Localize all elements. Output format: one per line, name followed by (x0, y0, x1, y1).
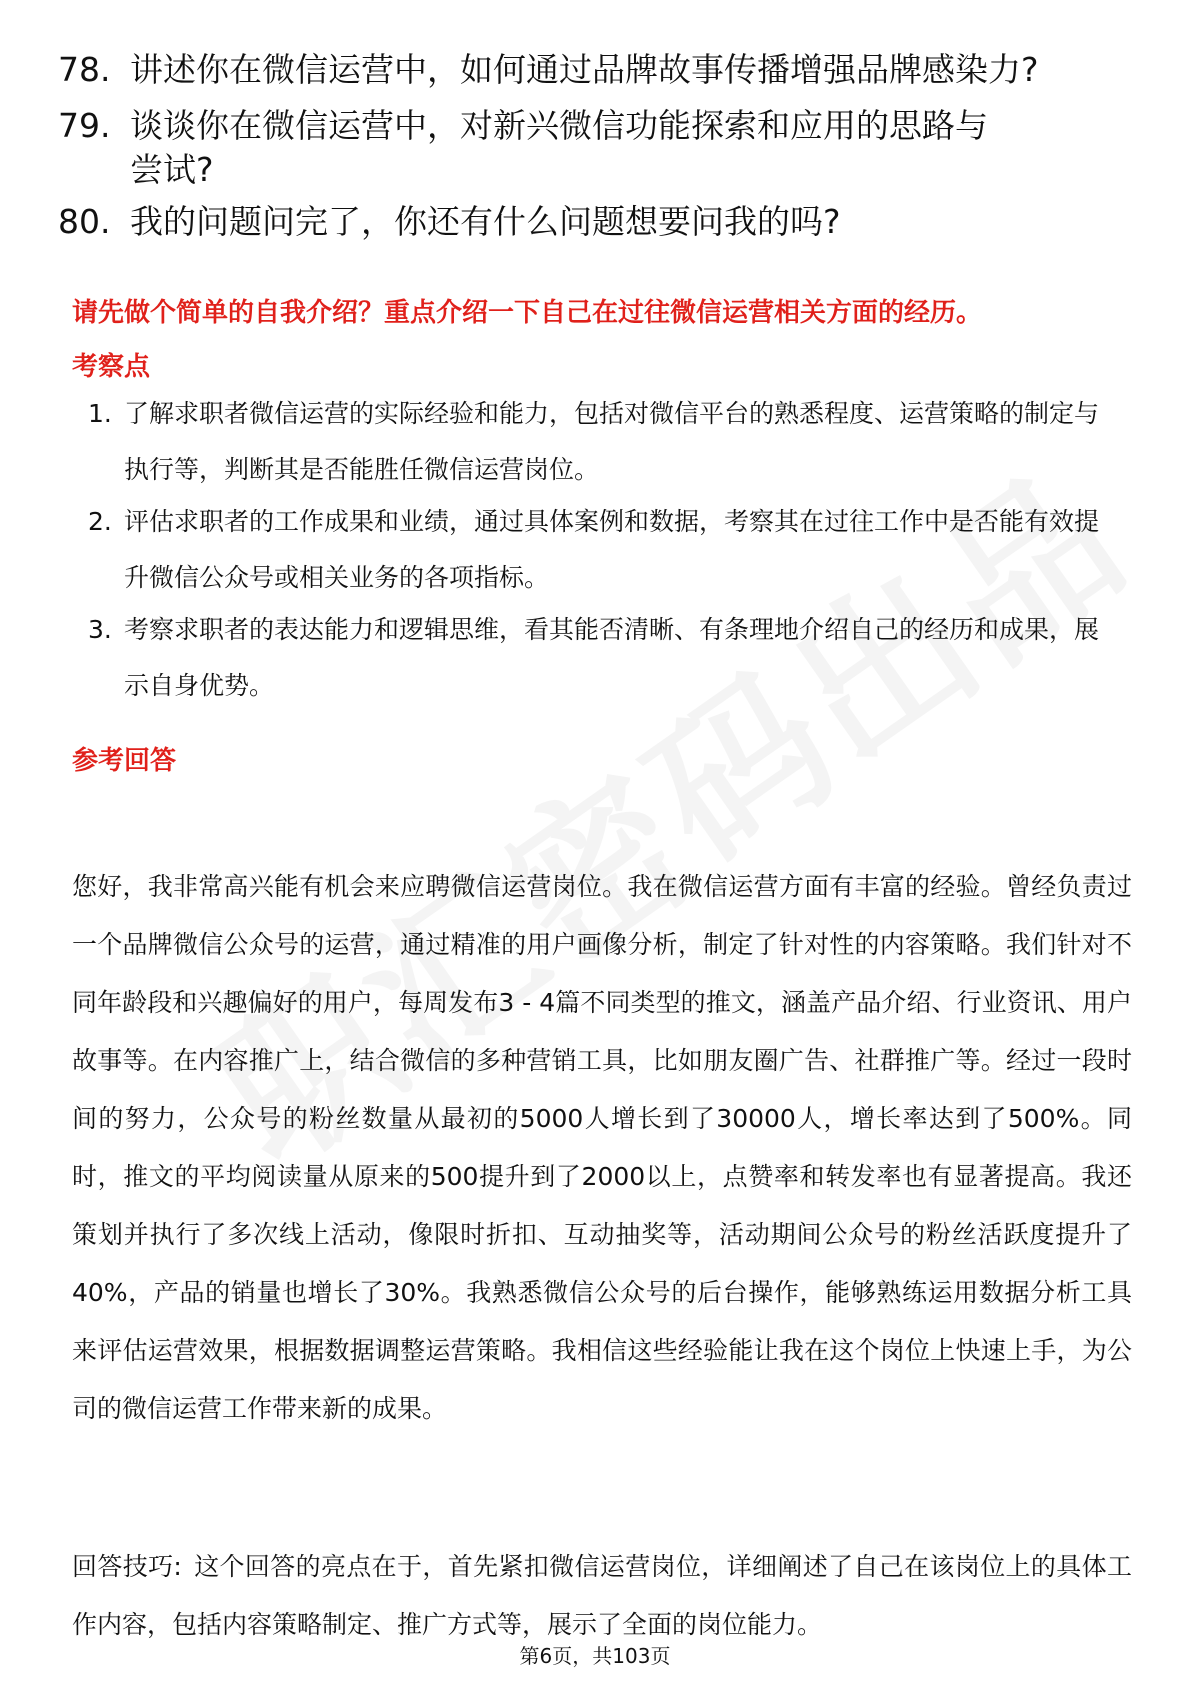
exam-point-item (88, 386, 1118, 498)
page-number: 第6页，共103页 (519, 1644, 671, 1668)
exam-point-number: 2. (88, 507, 112, 536)
exam-points-heading: 考察点 (72, 352, 151, 382)
interview-question-title: 请先做个简单的自我介绍？重点介绍一下自己在过往微信运营相关方面的经历。 (72, 298, 983, 328)
question-text: 讲述你在微信运营中，如何通过品牌故事传播增强品牌感染力? (130, 50, 1039, 89)
question-item (58, 104, 1138, 192)
exam-point-item (88, 494, 1118, 606)
question-number: 79. (58, 106, 111, 145)
exam-point-number: 3. (88, 615, 112, 644)
exam-point-text: 考察求职者的表达能力和逻辑思维，看其能否清晰、有条理地介绍自己的经历和成果，展示自身优势。 (124, 615, 1100, 700)
question-number: 78. (58, 50, 111, 89)
question-item (58, 48, 1138, 92)
reference-answer-heading: 参考回答 (72, 746, 177, 776)
question-text: 谈谈你在微信运营中，对新兴微信功能探索和应用的思路与尝试? (130, 106, 988, 189)
exam-point-item (88, 602, 1118, 714)
exam-point-number: 1. (88, 399, 112, 428)
answer-tip-text: 这个回答的亮点在于，首先紧扣微信运营岗位，详细阐述了自己在该岗位上的具体工作内容，包括内容策略制定、推广方式等，展示了全面的岗位能力。 (72, 1552, 1132, 1639)
exam-point-text: 了解求职者微信运营的实际经验和能力，包括对微信平台的熟悉程度、运营策略的制定与执行等，判断其是否能胜任微信运营岗位。 (124, 399, 1100, 484)
answer-tip (72, 1538, 1132, 1654)
question-number: 80. (58, 202, 111, 241)
answer-tip-label: 回答技巧: (72, 1552, 182, 1581)
reference-answer-text: 您好，我非常高兴能有机会来应聘微信运营岗位。我在微信运营方面有丰富的经验。曾经负责过一个品牌微信公众号的运营，通过精准的用户画像分析，制定了针对性的内容策略。我们针对不同年龄段和兴趣偏好的用户，每周发布3 - 4篇不同类型的推文，涵盖产品介绍、行业资讯、用户故事等。在内容推广上，结合微信的多种营销工具，比如朋友圈广告、社群推广等。经过一段时间的努力，公众号的粉丝数量从最初的5000人增长到了30000人，增长率达到了500%。同时，推文的平均阅读量从原来的500提升到了2000以上，点赞率和转发率也有显著提高。我还策划并执行了多次线上活动，像限时折扣、互动抽奖等，活动期间公众号的粉丝活跃度提升了40%，产品的销量也增长了30%。我熟悉微信公众号的后台操作，能够熟练运用数据分析工具来评估运营效果，根据数据调整运营策略。我相信这些经验能让我在这个岗位上快速上手，为公司的微信运营工作带来新的成果。 (72, 872, 1132, 1423)
question-text: 我的问题问完了，你还有什么问题想要问我的吗? (130, 202, 841, 241)
question-item (58, 200, 1138, 244)
exam-point-text: 评估求职者的工作成果和业绩，通过具体案例和数据，考察其在过往工作中是否能有效提升微信公众号或相关业务的各项指标。 (124, 507, 1100, 592)
